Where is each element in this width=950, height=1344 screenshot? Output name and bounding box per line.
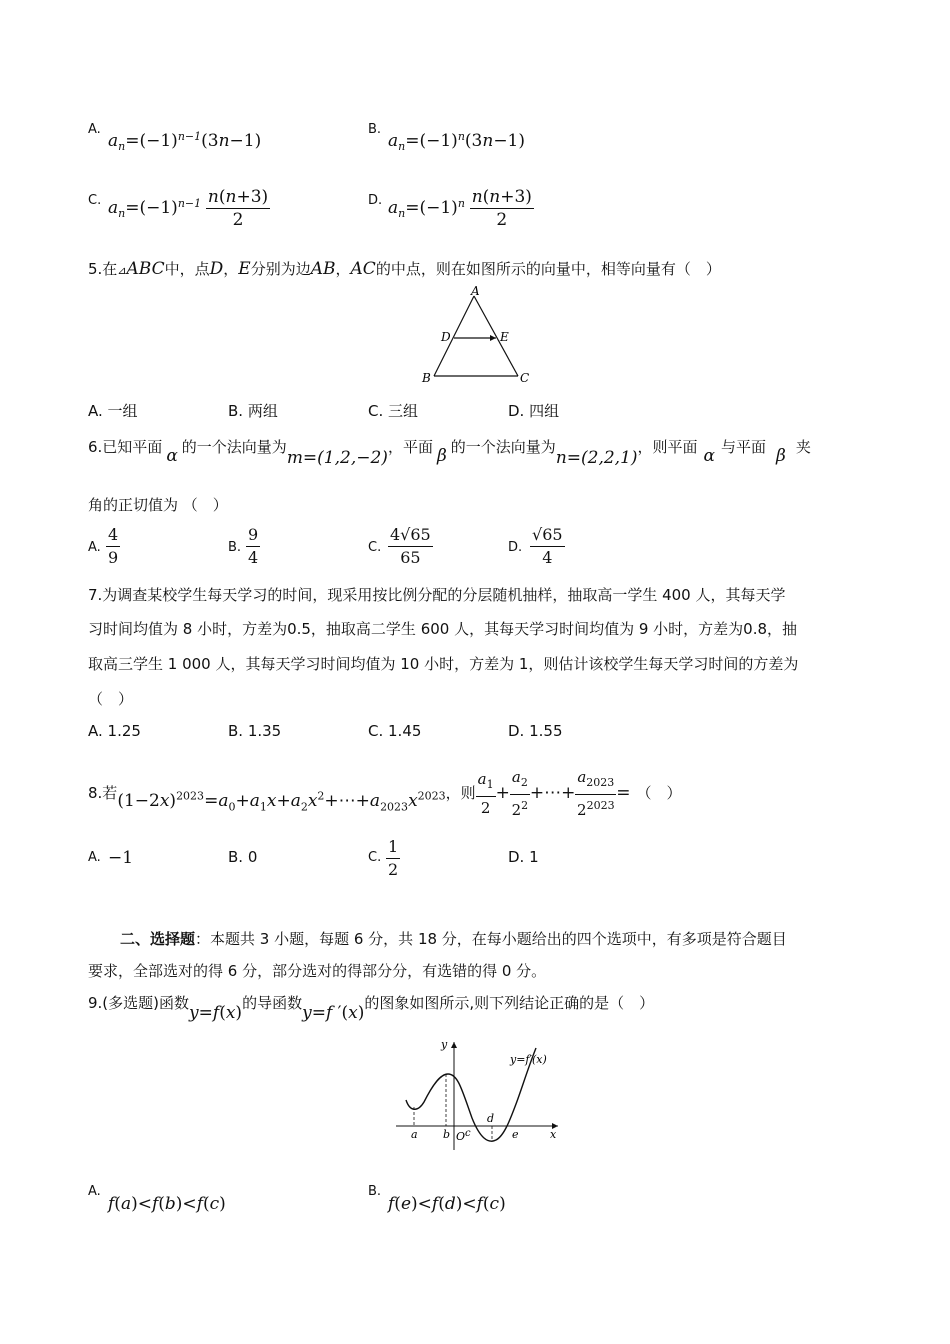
q4-option-b-formula: $a_n=(-1)^n(3n-1)$ [388, 130, 526, 153]
q5-option-b: B. 两组 [228, 402, 278, 420]
q9-option-a-label: A. [88, 1184, 101, 1199]
q7-line2: 习时间均值为 8 小时，方差为0.5，抽取高二学生 600 人，其每天学习时间均值为 9 小时，方差为0.8，抽 [88, 620, 798, 638]
q6-option-d-value: $\frac{√65}{4}$ [532, 525, 563, 567]
q6-option-a-label: A. [88, 540, 101, 555]
q7-line1: 7.为调查某校学生每天学习的时间，现采用按比例分配的分层随机抽样，抽取高一学生 400 人，其每天学 [88, 586, 786, 604]
q9-fig-a-label: a [411, 1128, 418, 1141]
q9-fig-o-label: O [456, 1130, 466, 1143]
q5-fig-label-d: D [441, 330, 451, 344]
q9-fig-c-label: c [465, 1128, 471, 1139]
q9-fig-e-label: e [512, 1128, 519, 1141]
q9-stem: 9.(多选题)函数y=f(x)的导函数y=f ′(x)的图象如图所示,则下列结论正确的是（ ） [88, 994, 655, 1023]
q4-option-d-label: D. [368, 193, 383, 208]
q4-option-c-formula: $a_n=(-1)^{n-1}$ $\frac{n(n+3)}{2}$ [108, 187, 269, 230]
q8-option-a-label: A. [88, 850, 101, 865]
q9-option-b-label: B. [368, 1184, 382, 1199]
q4-option-a-label: A. [88, 122, 101, 137]
q9-fig-x-label: x [550, 1128, 557, 1141]
q5-fig-label-e: E [500, 330, 509, 344]
q6-option-b-label: B. [228, 540, 242, 555]
q6-option-c-value: $\frac{4√65}{65}$ [390, 525, 431, 567]
q5-fig-label-a: A [471, 284, 480, 298]
q5-fig-label-b: B [422, 371, 431, 385]
q7-line3: 取高三学生 1 000 人，其每天学习时间均值为 10 小时，方差为 1，则估计该校学生每天学习时间的方差为 [88, 655, 799, 673]
q6-stem-line1: 6.已知平面 α 的一个法向量为m=(1,2,−2)，平面 β 的一个法向量为n=(2,2,1)，则平面 α 与平面 β 夹 [88, 438, 811, 468]
q8-option-c-label: C. [368, 850, 382, 865]
q5-fig-label-c: C [520, 371, 530, 385]
q6-option-a-value: $\frac{4}{9}$ [108, 525, 119, 567]
q4-option-b-label: B. [368, 122, 382, 137]
q6-option-d-label: D. [508, 540, 523, 555]
q9-option-a-formula: f(a)<f(b)<f(c) [108, 1194, 226, 1214]
q6-option-c-label: C. [368, 540, 382, 555]
q8-option-b: B. 0 [228, 848, 258, 866]
q8-option-c-value: $\frac{1}{2}$ [388, 837, 399, 879]
section2-line2: 要求，全部选对的得 6 分，部分选对的得部分分，有选错的得 0 分。 [88, 962, 547, 980]
q6-option-b-value: $\frac{9}{4}$ [248, 525, 259, 567]
q4-option-d-formula: $a_n=(-1)^n$ $\frac{n(n+3)}{2}$ [388, 187, 532, 230]
q4-option-a-formula: $a_n=(-1)^{n-1}(3n-1)$ [108, 130, 262, 153]
q5-stem: 5.在⊿ABC中，点D，E分别为边AB，AC的中点，则在如图所示的向量中，相等向量有（ ） [88, 259, 721, 279]
q8-stem: 8.若$(1-2x)^{2023}=a_0+a_1x+a_2x^2+\cdots+a_{2023}x^{2023}$，则 $\frac{a_1}{2}$ + $\frac{a_2}{2^2}$ +⋯+ $\frac{a_{2023}}{2^{2023}}$ = （ ） [88, 768, 682, 819]
q4-option-c-label: C. [88, 193, 102, 208]
q5-option-a: A. 一组 [88, 402, 138, 420]
q9-fig-d-label: d [487, 1112, 495, 1125]
q7-option-d: D. 1.55 [508, 722, 563, 740]
q7-option-b: B. 1.35 [228, 722, 282, 740]
q9-fig-curve-label: y=f′(x) [510, 1053, 547, 1066]
q8-option-d: D. 1 [508, 848, 539, 866]
q5-option-d: D. 四组 [508, 402, 560, 420]
q8-option-a-value: −1 [108, 848, 134, 868]
section2-line1: 二、选择题：本题共 3 小题，每题 6 分，共 18 分，在每小题给出的四个选项中，有多项是符合题目 [120, 930, 787, 948]
q7-option-a: A. 1.25 [88, 722, 141, 740]
q9-derivative-graph [388, 1036, 568, 1154]
q7-line4: （ ） [88, 690, 134, 708]
q9-fig-y-label: y [441, 1038, 448, 1051]
q7-option-c: C. 1.45 [368, 722, 422, 740]
q5-option-c: C. 三组 [368, 402, 419, 420]
q6-stem-line2: 角的正切值为 （ ） [88, 496, 228, 514]
q9-fig-b-label: b [443, 1128, 451, 1141]
q5-triangle-figure [410, 284, 540, 388]
q9-option-b-formula: f(e)<f(d)<f(c) [388, 1194, 506, 1214]
